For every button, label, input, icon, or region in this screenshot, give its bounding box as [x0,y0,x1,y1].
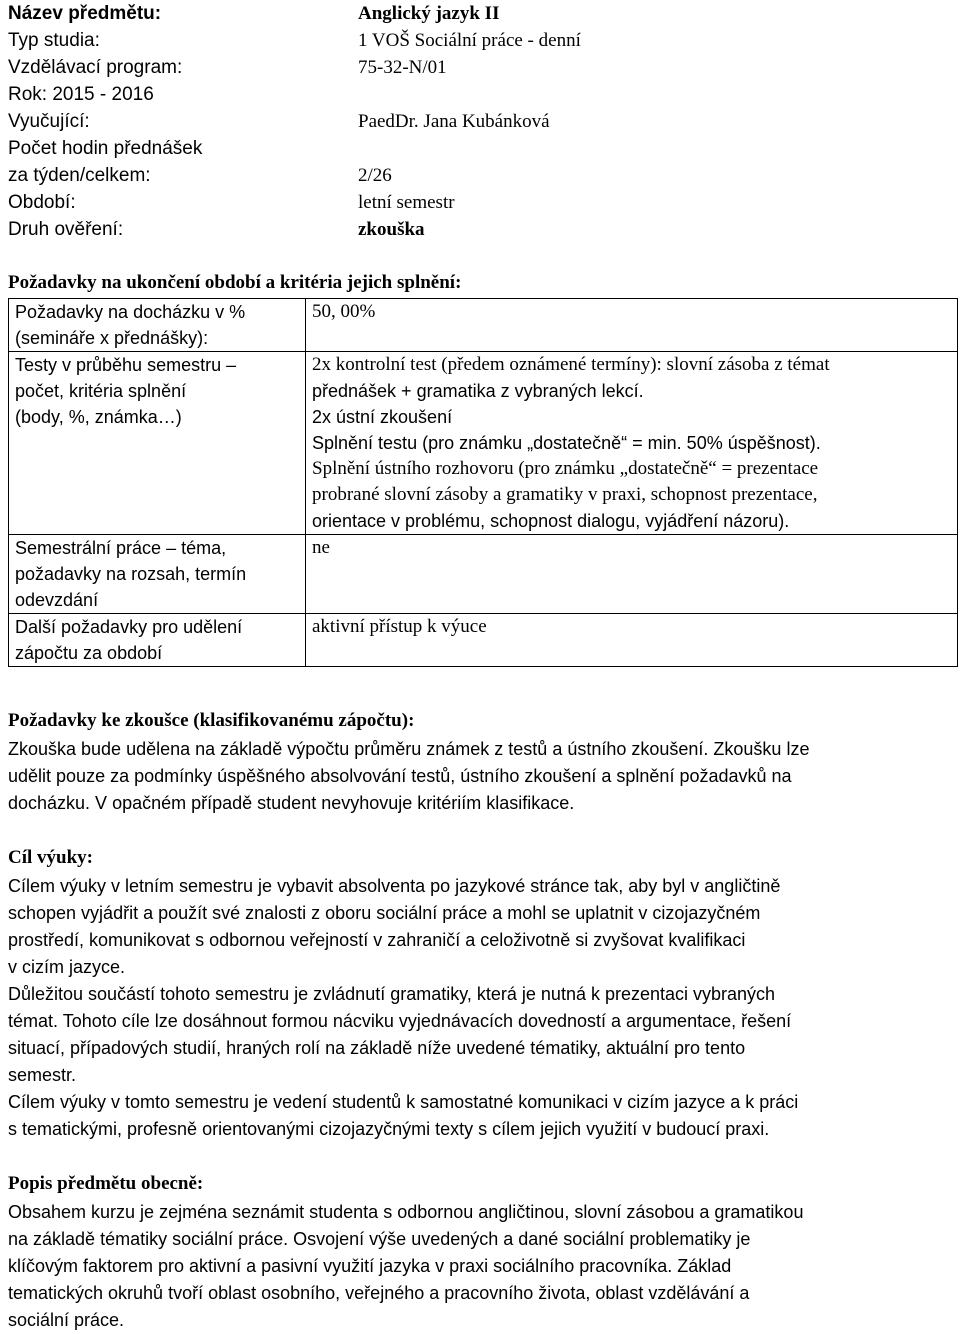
text-line: Obsahem kurzu je zejména seznámit studenta s odbornou angličtinou, slovní zásobou a gramatikou [8,1202,804,1222]
meta-label: Období: [8,192,76,213]
text-line: tematických okruhů tvoří oblast osobního, veřejného a pracovního života, oblast vzdělávání a [8,1283,750,1303]
value-line: ne [312,537,330,558]
text-line: semestr. [8,1065,77,1085]
text-line: Zkouška bude udělena na základě výpočtu průměru známek z testů a ústního zkoušení. Zkoušku lze [8,739,810,759]
label-line: Testy v průběhu semestru – [15,355,237,375]
exam-paragraph [8,736,956,817]
meta-label: Druh ověření: [8,219,124,240]
text-line: situací, případových studií, hraných rolí na základě níže uvedené tématiky, aktuální pro tento [8,1038,746,1058]
meta-value: letní semestr [358,192,455,213]
meta-label: Vyučující: [8,111,90,132]
label-line: (body, %, známka…) [15,407,182,427]
text-line: docházku. V opačném případě student nevyhovuje kritériím klasifikace. [8,793,575,813]
requirement-value [306,299,958,352]
value-line: Splnění testu (pro známku „dostatečně“ = min. 50% úspěšnost). [312,433,821,453]
goal-paragraph [8,873,956,1143]
meta-label: Rok: 2015 - 2016 [8,84,154,105]
value-line: přednášek + gramatika z vybraných lekcí. [312,381,644,401]
requirement-value [306,535,958,614]
value-line: orientace v problému, schopnost dialogu, vyjádření názoru). [312,511,790,531]
requirements-heading: Požadavky na ukončení období a kritéria jejich splnění: [8,272,462,293]
goal-heading: Cíl výuky: [8,847,93,868]
value-line: probrané slovní zásoby a gramatiky v praxi, schopnost prezentace, [312,484,818,505]
text-line: sociální práce. [8,1310,125,1330]
value-line: 2x ústní zkoušení [312,407,453,427]
text-line: prostředí, komunikovat s odbornou veřejností v zahraničí a celoživotně si zvyšovat kvalifikaci [8,930,746,950]
requirement-value [306,352,958,535]
text-line: klíčovým faktorem pro aktivní a pasivní využití jazyka v praxi sociálního pracovníka. Základ [8,1256,732,1276]
requirement-label [9,535,306,614]
value-line: Splnění ústního rozhovoru (pro známku „dostatečně“ = prezentace [312,458,819,479]
label-line: počet, kritéria splnění [15,381,187,401]
table-row [9,352,958,535]
table-row [9,535,958,614]
requirement-label [9,299,306,352]
meta-value: PaedDr. Jana Kubánková [358,111,550,132]
meta-value: 75-32-N/01 [358,57,447,78]
label-line: Semestrální práce – téma, [15,538,227,558]
text-line: s tematickými, profesně orientovanými cizojazyčnými texty s cílem jejich využití v budoucí praxi. [8,1119,770,1139]
requirement-label [9,352,306,535]
meta-value: Anglický jazyk II [358,3,500,24]
text-line: témat. Tohoto cíle lze dosáhnout formou nácviku vyjednávacích dovedností a argumentace, řešení [8,1011,792,1031]
table-row [9,614,958,667]
label-line: Další požadavky pro udělení [15,617,243,637]
description-paragraph [8,1199,956,1334]
meta-label: Počet hodin přednášek [8,138,203,159]
meta-label: Vzdělávací program: [8,57,183,78]
label-line: (semináře x přednášky): [15,328,209,348]
exam-heading: Požadavky ke zkoušce (klasifikovanému zápočtu): [8,710,415,731]
label-line: požadavky na rozsah, termín [15,564,247,584]
text-line: udělit pouze za podmínky úspěšného absolvování testů, ústního zkoušení a splnění požadavků na [8,766,792,786]
table-row [9,299,958,352]
meta-value: zkouška [358,219,425,240]
text-line: Cílem výuky v tomto semestru je vedení studentů k samostatné komunikaci v cizím jazyce a k práci [8,1092,799,1112]
value-line: 2x kontrolní test (předem oznámené termíny): slovní zásoba z témat [312,354,830,375]
meta-label: Název předmětu: [8,3,162,24]
text-line: schopen vyjádřit a použít své znalosti z oboru sociální práce a mohl se uplatnit v cizojazyčném [8,903,761,923]
meta-label: Typ studia: [8,30,100,51]
text-line: na základě tématiky sociální práce. Osvojení výše uvedených a dané sociální problematiky je [8,1229,751,1249]
label-line: Požadavky na docházku v % [15,302,246,322]
requirement-value [306,614,958,667]
requirements-table [8,298,958,667]
meta-value: 1 VOŠ Sociální práce - denní [358,30,581,51]
meta-value: 2/26 [358,165,392,186]
meta-label: za týden/celkem: [8,165,151,186]
text-line: v cizím jazyce. [8,957,126,977]
label-line: odevzdání [15,590,99,610]
requirement-label [9,614,306,667]
text-line: Cílem výuky v letním semestru je vybavit absolventa po jazykové stránce tak, aby byl v angličtině [8,876,781,896]
description-heading: Popis předmětu obecně: [8,1173,204,1194]
value-line: 50, 00% [312,301,376,322]
text-line: Důležitou součástí tohoto semestru je zvládnutí gramatiky, která je nutná k prezentaci vybraných [8,984,776,1004]
value-line: aktivní přístup k výuce [312,616,487,637]
label-line: zápočtu za období [15,643,163,663]
